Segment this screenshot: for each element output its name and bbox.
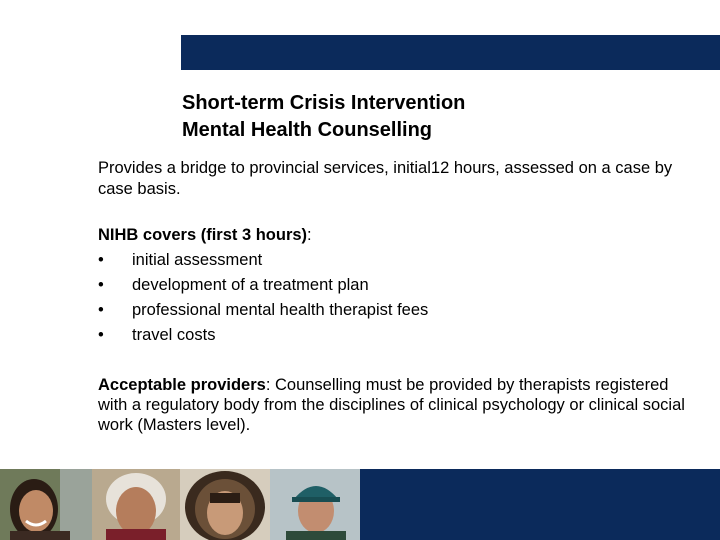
intro-paragraph: Provides a bridge to provincial services, initial12 hours, assessed on a case by case basis. bbox=[98, 159, 673, 198]
bullet-icon: • bbox=[98, 276, 104, 294]
slide-body bbox=[98, 158, 698, 458]
bullet-icon: • bbox=[98, 301, 104, 319]
list-item bbox=[98, 323, 698, 348]
providers-text: : Counselling must be provided by therapists registered with a regulatory body from the disciplines of clinical psychology or clinical social work (Masters level). bbox=[98, 376, 685, 434]
list-item-text: initial assessment bbox=[132, 251, 263, 269]
nihb-heading bbox=[98, 223, 698, 248]
coverage-list bbox=[98, 248, 698, 348]
woman-smiling-photo bbox=[0, 469, 92, 540]
slide-title bbox=[182, 90, 702, 144]
list-item-text: professional mental health therapist fees bbox=[132, 301, 429, 319]
providers-label: Acceptable providers bbox=[98, 376, 266, 394]
top-banner-bar bbox=[181, 35, 720, 70]
list-item-text: development of a treatment plan bbox=[132, 276, 369, 294]
nihb-heading-text: NIHB covers (first 3 hours) bbox=[98, 226, 308, 244]
list-item-text: travel costs bbox=[132, 326, 216, 344]
title-line-1: Short-term Crisis Intervention bbox=[182, 92, 466, 114]
providers-paragraph bbox=[98, 375, 698, 435]
elder-woman-photo bbox=[92, 469, 180, 540]
child-fur-hood-photo bbox=[180, 469, 270, 540]
title-line-2: Mental Health Counselling bbox=[182, 119, 433, 141]
bullet-icon: • bbox=[98, 251, 104, 269]
bullet-icon: • bbox=[98, 326, 104, 344]
list-item bbox=[98, 298, 698, 323]
worker-hardhat-photo bbox=[270, 469, 360, 540]
list-item bbox=[98, 273, 698, 298]
nihb-heading-colon: : bbox=[307, 226, 312, 244]
list-item bbox=[98, 248, 698, 273]
